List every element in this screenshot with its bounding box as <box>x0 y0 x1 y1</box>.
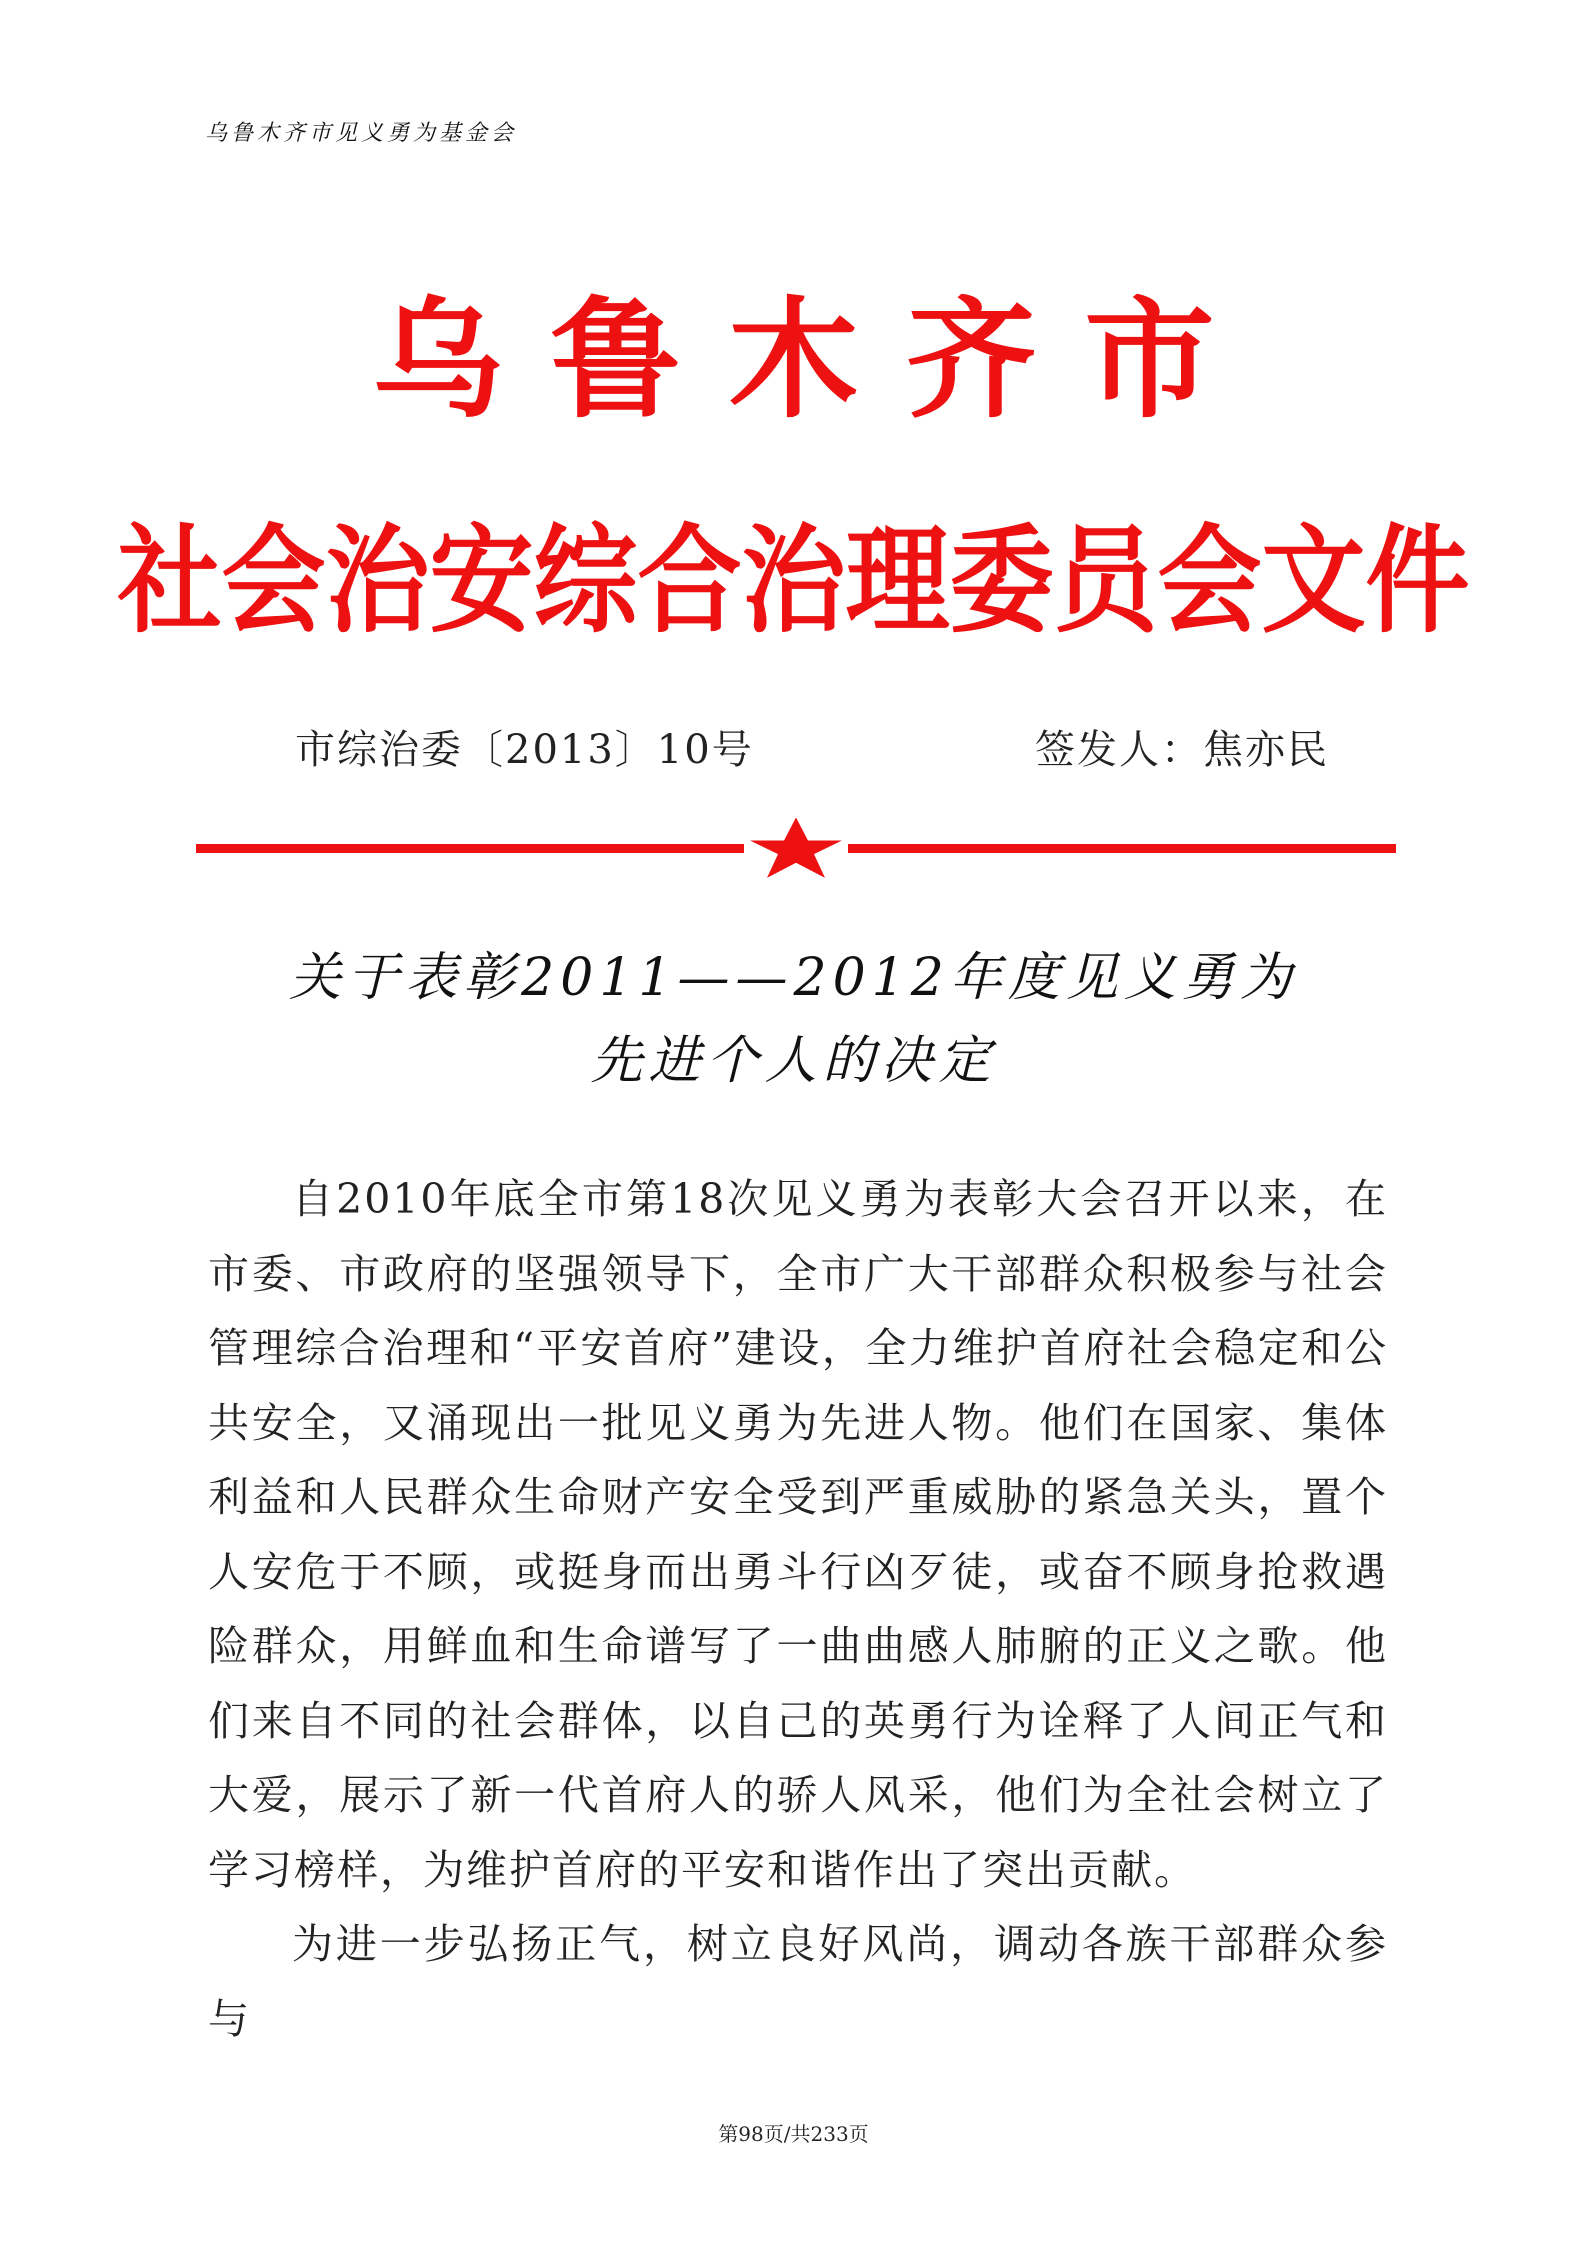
page-footer: 第98页/共233页 <box>718 2122 869 2146</box>
document-title-line1: 关于表彰2011——2012年度见义勇为 <box>289 948 1298 1008</box>
document-number: 市综治委〔2013〕10号 <box>295 727 754 773</box>
separator-right-line <box>848 844 1396 853</box>
issuer-line-committee: 社会治安综合治理委员会文件 <box>117 512 1470 650</box>
document-signer: 签发人：焦亦民 <box>1035 727 1329 773</box>
red-separator-with-star <box>196 818 1396 878</box>
document-body <box>208 1162 1388 2056</box>
separator-left-line <box>196 844 744 853</box>
body-paragraph-1: 自2010年底全市第18次见义勇为表彰大会召开以来，在市委、市政府的坚强领导下，全市广大干部群众积极参与社会管理综合治理和“平安首府”建设，全力维护首府社会稳定和公共安全，又涌现出一批见义勇为先进人物。他们在国家、集体利益和人民群众生命财产安全受到严重威胁的紧急关头，置个人安危于不顾，或挺身而出勇斗行凶歹徒，或奋不顾身抢救遇险群众，用鲜血和生命谱写了一曲曲感人肺腑的正义之歌。他们来自不同的社会群体，以自己的英勇行为诠释了人间正气和大爱，展示了新一代首府人的骄人风采，他们为全社会树立了学习榜样，为维护首府的平安和谐作出了突出贡献。 <box>208 1175 1388 1894</box>
document-title-line2: 先进个人的决定 <box>590 1031 997 1091</box>
star-icon <box>750 818 842 878</box>
body-paragraph-2: 为进一步弘扬正气，树立良好风尚，调动各族干部群众参与 <box>208 1920 1388 2043</box>
issuer-line-city: 乌鲁木齐市 <box>372 284 1263 436</box>
running-header: 乌鲁木齐市见义勇为基金会 <box>205 121 518 146</box>
